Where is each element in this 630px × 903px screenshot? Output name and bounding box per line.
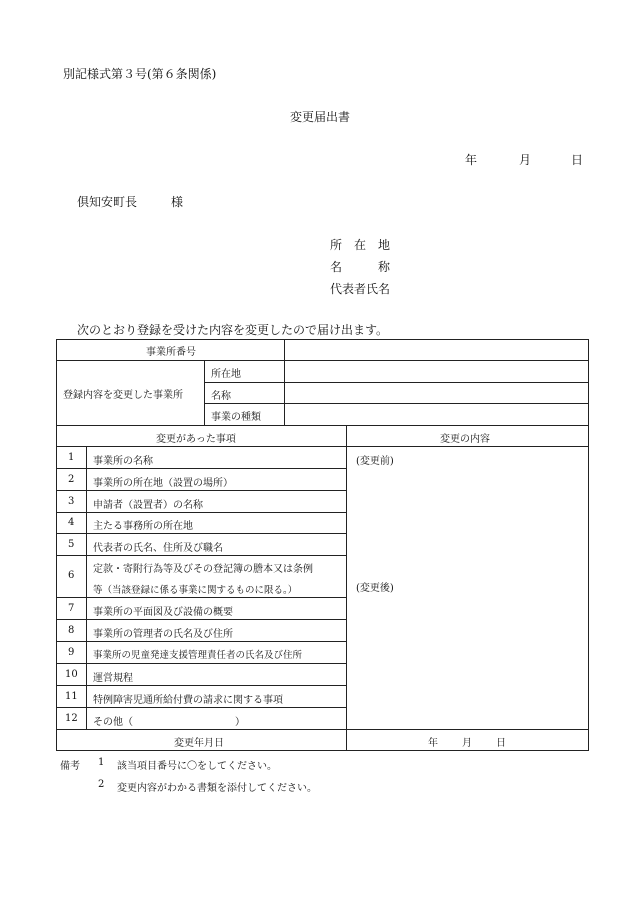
intro-text: 次のとおり登録を受けた内容を変更したので届け出ます。 (77, 323, 389, 337)
before-label: (変更前) (356, 456, 394, 467)
change-date-label: 変更年月日 (174, 738, 224, 749)
item-number: 4 (68, 517, 75, 528)
item-number: 1 (68, 452, 75, 463)
changed-items-header: 変更があった事項 (156, 434, 236, 445)
item-text: 事業所の管理者の氏名及び住所 (93, 629, 233, 640)
page-title: 変更届出書 (290, 110, 351, 124)
item-number: 8 (68, 625, 75, 636)
item-text: 事業所の平面図及び設備の概要 (93, 607, 233, 618)
applicant-representative-label: 代表者氏名 (330, 282, 391, 296)
item-number: 11 (65, 691, 78, 702)
item-text-continued: 等（当該登録に係る事業に関するものに限る。） (93, 585, 298, 596)
office-number-label: 事業所番号 (146, 347, 196, 358)
form-label: 別記様式第３号(第６条関係) (63, 67, 217, 81)
item-text: 特例障害児通所給付費の請求に関する事項 (93, 695, 283, 706)
item-text: 事業所の児童発達支援管理責任者の氏名及び住所 (93, 650, 303, 661)
item-text: 事業所の名称 (93, 456, 153, 467)
change-date-day: 日 (496, 738, 506, 749)
notes-label: 備考 (60, 761, 80, 772)
item-number: 3 (68, 496, 75, 507)
item-text: 代表者の氏名、住所及び職名 (93, 543, 223, 554)
note-text: 変更内容がわかる書類を添付してください。 (117, 783, 317, 794)
change-date-year: 年 (428, 738, 438, 749)
note-text: 該当項目番号に〇をしてください。 (117, 761, 277, 772)
date-month: 月 (519, 153, 532, 167)
note-number: 2 (98, 779, 105, 790)
recipient-name: 倶知安町長 (77, 195, 138, 209)
date-day: 日 (571, 153, 584, 167)
item-text: 運営規程 (93, 673, 133, 684)
applicant-address-label: 所 在 地 (330, 238, 391, 252)
item-text: 定款・寄附行為等及びその登記簿の謄本又は条例 (93, 564, 313, 575)
item-number: 7 (68, 603, 75, 614)
registered-row-business-type: 事業の種類 (211, 412, 261, 423)
item-text: 事業所の所在地（設置の場所） (93, 478, 233, 489)
item-text: その他（ (93, 717, 133, 728)
item-number: 5 (68, 539, 75, 550)
registered-office-label: 登録内容を変更した事業所 (63, 390, 183, 401)
note-number: 1 (98, 757, 105, 768)
change-date-month: 月 (462, 738, 472, 749)
change-content-header: 変更の内容 (440, 434, 490, 445)
item-number: 12 (65, 713, 78, 724)
item-number: 10 (65, 669, 78, 680)
registered-row-name: 名称 (211, 391, 231, 402)
item-text: 主たる事務所の所在地 (93, 521, 193, 532)
item-number: 9 (68, 647, 75, 658)
recipient-honorific: 様 (171, 195, 184, 209)
item-other-close: ） (235, 717, 245, 728)
after-label: (変更後) (356, 583, 394, 594)
applicant-name-label: 名 称 (330, 260, 391, 274)
item-number: 2 (68, 474, 75, 485)
item-number: 6 (68, 570, 75, 581)
date-year: 年 (465, 153, 478, 167)
registered-row-address: 所在地 (211, 369, 241, 380)
item-text: 申請者（設置者）の名称 (93, 500, 203, 511)
